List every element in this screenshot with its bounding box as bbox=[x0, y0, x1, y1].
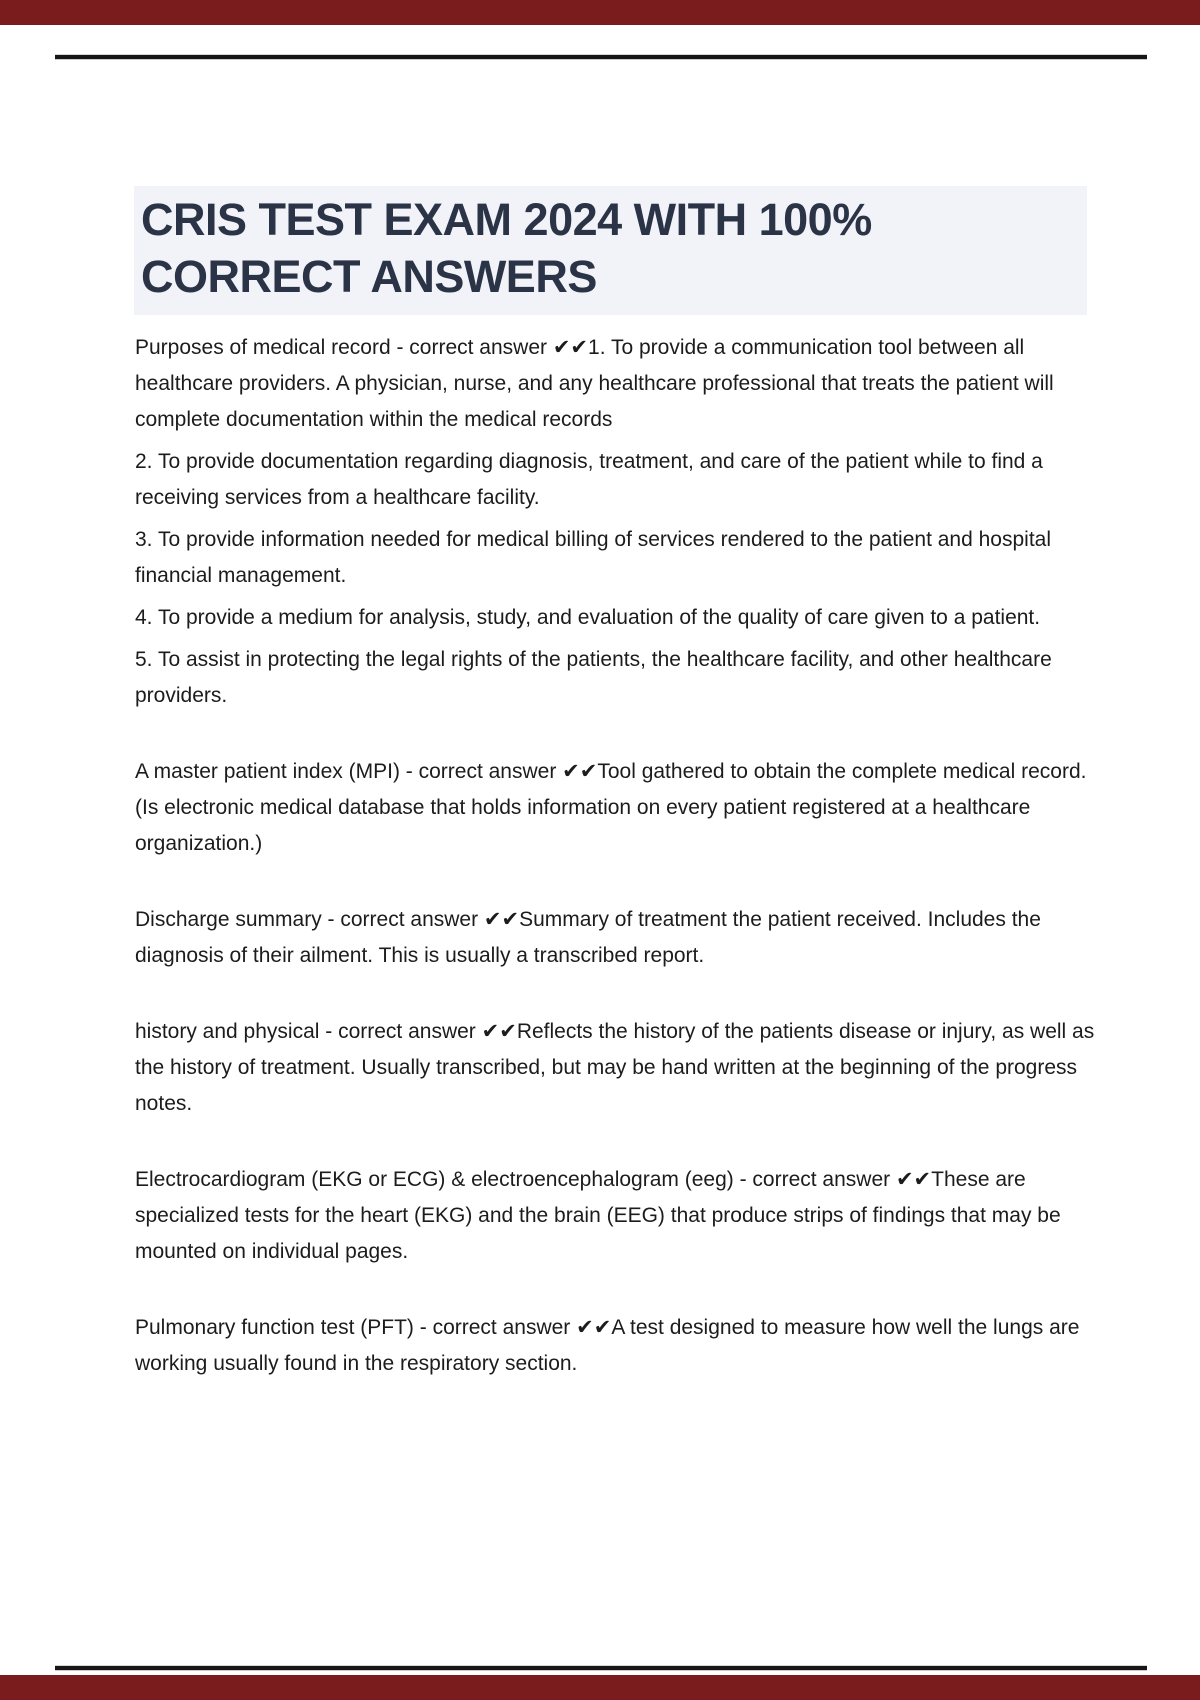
text-line: (Is electronic medical database that holds information on every patient registered at a healthcare bbox=[135, 796, 1031, 819]
paragraph bbox=[135, 1014, 1095, 1122]
text-line: the history of treatment. Usually transcribed, but may be hand written at the beginning of the progress bbox=[135, 1056, 1078, 1079]
text-line: receiving services from a healthcare facility. bbox=[135, 486, 540, 509]
text-line: Pulmonary function test (PFT) - correct answer ✔✔A test designed to measure how well the lungs are bbox=[135, 1316, 1080, 1339]
text-line: mounted on individual pages. bbox=[135, 1240, 409, 1263]
paragraph bbox=[135, 600, 1070, 636]
text-line: providers. bbox=[135, 684, 228, 707]
text-line: history and physical - correct answer ✔✔Reflects the history of the patients disease or injury, as well as bbox=[135, 1020, 1095, 1043]
page-title-line-1: CRIS TEST EXAM 2024 WITH 100% bbox=[141, 194, 872, 245]
text-line: specialized tests for the heart (EKG) and the brain (EEG) that produce strips of findings that may be bbox=[135, 1204, 1061, 1227]
text-line: notes. bbox=[135, 1092, 193, 1115]
paragraph bbox=[135, 330, 1070, 438]
text-line: complete documentation within the medical records bbox=[135, 408, 613, 431]
paragraph bbox=[135, 642, 1070, 714]
text-line: 3. To provide information needed for medical billing of services rendered to the patient and hospital bbox=[135, 528, 1052, 551]
text-line: organization.) bbox=[135, 832, 263, 855]
paragraph bbox=[135, 754, 1087, 862]
text-line: financial management. bbox=[135, 564, 347, 587]
text-line: 2. To provide documentation regarding diagnosis, treatment, and care of the patient while to find a bbox=[135, 450, 1043, 473]
body-text bbox=[135, 330, 1095, 1388]
paragraph bbox=[135, 444, 1070, 516]
text-line: Purposes of medical record - correct answer ✔✔1. To provide a communication tool between all bbox=[135, 336, 1025, 359]
text-line: A master patient index (MPI) - correct answer ✔✔Tool gathered to obtain the complete medical record. bbox=[135, 760, 1087, 783]
text-line: working usually found in the respiratory section. bbox=[135, 1352, 578, 1375]
bottom-horizontal-rule bbox=[55, 1666, 1147, 1670]
text-line: healthcare providers. A physician, nurse, and any healthcare professional that treats the patient will bbox=[135, 372, 1054, 395]
title-highlight-block bbox=[134, 186, 1087, 315]
text-line: 4. To provide a medium for analysis, study, and evaluation of the quality of care given to a patient. bbox=[135, 606, 1041, 629]
text-line: diagnosis of their ailment. This is usually a transcribed report. bbox=[135, 944, 705, 967]
text-line: Electrocardiogram (EKG or ECG) & electroencephalogram (eeg) - correct answer ✔✔These are bbox=[135, 1168, 1026, 1191]
paragraph bbox=[135, 902, 1070, 974]
top-red-bar bbox=[0, 0, 1200, 25]
text-line: 5. To assist in protecting the legal rights of the patients, the healthcare facility, and other healthcare bbox=[135, 648, 1052, 671]
top-horizontal-rule bbox=[55, 55, 1147, 59]
bottom-red-bar bbox=[0, 1675, 1200, 1700]
text-line: Discharge summary - correct answer ✔✔Summary of treatment the patient received. Includes the bbox=[135, 908, 1041, 931]
paragraph bbox=[135, 522, 1070, 594]
paragraph bbox=[135, 1162, 1070, 1270]
page-title-line-2: CORRECT ANSWERS bbox=[141, 251, 597, 302]
paragraph bbox=[135, 1310, 1080, 1382]
